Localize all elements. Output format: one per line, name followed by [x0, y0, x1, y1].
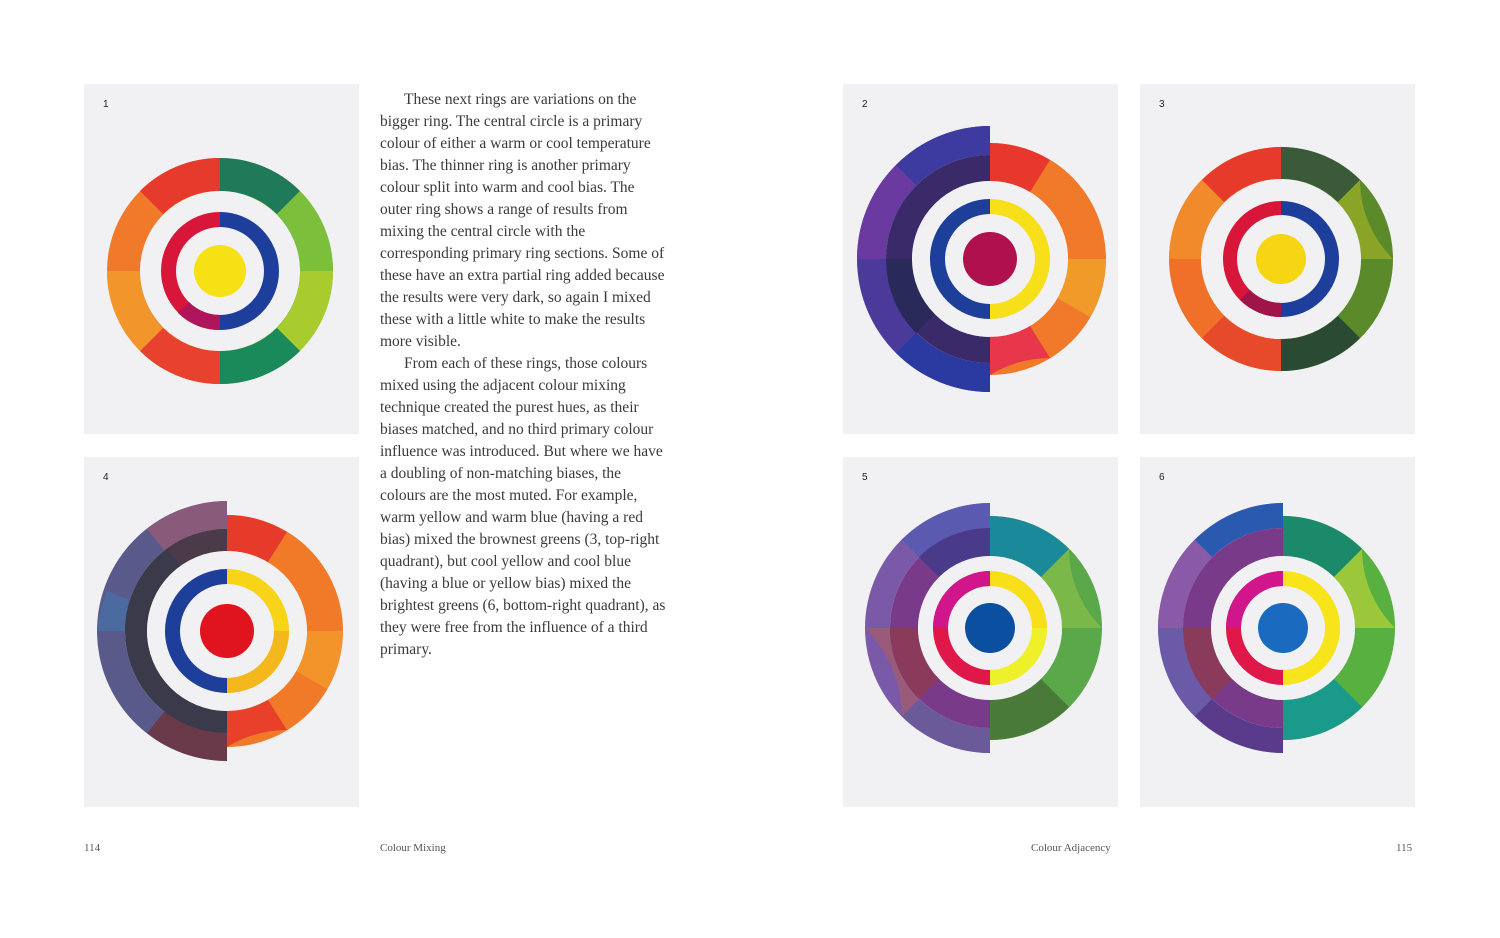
paragraph-2: From each of these rings, those colours mixed using the adjacent colour mixing technique created the purest hues, as their biases matched, and no third primary colour influence was introduced. But where we have a doubling of non-matching biases, the colours are the most muted. For example, warm yellow and warm blue (having a red bias) mixed the brownest greens (3, top-right quadrant), but cool yellow and cool blue (having a blue or yellow bias) mixed the brightest greens (6, bottom-right quadrant), as they were free from the influence of a third primary.: [380, 355, 666, 658]
colour-wheel-4: [84, 457, 359, 807]
plate-1: [84, 84, 359, 434]
plate-5: [843, 457, 1118, 807]
plate-number: 5: [862, 472, 868, 483]
plate-4: [84, 457, 359, 807]
paragraph-1: These next rings are variations on the bigger ring. The central circle is a primary colour of either a warm or cool temperature bias. The thinner ring is another primary colour split into warm and cool bias. The outer ring shows a range of results from mixing the central circle with the corresponding primary ring sections. Some of these have an extra partial ring added because the results were very dark, so again I mixed these with a little white to make the results more visible.: [380, 91, 665, 350]
right-running-head: Colour Adjacency: [1031, 842, 1111, 854]
colour-wheel-2: [843, 84, 1118, 434]
plate-number: 3: [1159, 99, 1165, 110]
plate-number: 4: [103, 472, 109, 483]
plate-number: 1: [103, 99, 109, 110]
plate-number: 2: [862, 99, 868, 110]
body-text: [380, 89, 670, 661]
colour-wheel-1: [84, 84, 359, 434]
colour-wheel-5: [843, 457, 1118, 807]
plate-6: [1140, 457, 1415, 807]
colour-wheel-3: [1140, 84, 1415, 434]
right-page-number: 115: [1396, 842, 1413, 854]
plate-2: [843, 84, 1118, 434]
left-page-number: 114: [84, 842, 101, 854]
colour-wheel-6: [1140, 457, 1415, 807]
plate-3: [1140, 84, 1415, 434]
plate-number: 6: [1159, 472, 1165, 483]
left-running-head: Colour Mixing: [380, 842, 446, 854]
